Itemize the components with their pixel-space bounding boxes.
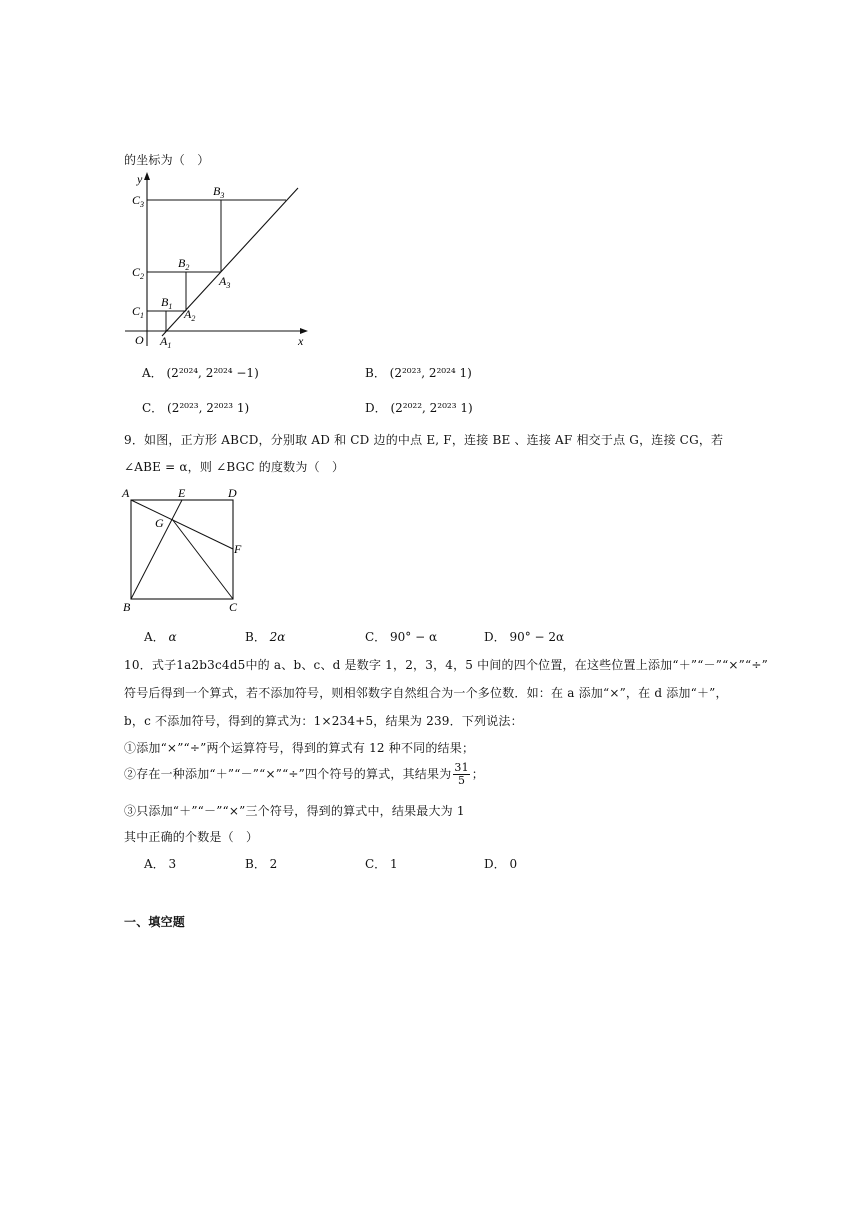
fraction-31-5: $\frac{31}{5}$ [454,761,469,787]
q9-line-2: ∠ABE = α，则 ∠BGC 的度数为（ ） [124,460,345,474]
label-B1: $B_1$ [161,295,173,311]
label-B3: $B_3$ [213,184,225,200]
label-E: E [178,486,186,500]
label-A2: $A_2$ [184,307,196,323]
q9-option-a[interactable]: A． α [144,630,177,644]
q10-line-1: 10．式子1a2b3c4d5中的 a、b、c、d 是数字 1，2，3，4，5 中间的四个位置，在这些位置上添加“＋”“－”“×”“÷” [124,658,768,672]
q10-line-2: 符号后得到一个算式，若不添加符号，则相邻数字自然组合为一个多位数．如：在 a 添加“×”，在 d 添加“＋”， [124,686,728,700]
label-C: C [229,600,238,614]
q10-option-b[interactable]: B． 2 [245,857,278,871]
label-C1: $C_1$ [132,304,145,320]
label-B: B [123,600,131,614]
q10-option-c[interactable]: C． 1 [365,857,398,871]
q8-coordinate-figure [120,168,320,353]
label-y: y [137,172,143,186]
q9-option-b[interactable]: B． 2α [245,630,286,644]
label-O: O [135,333,144,347]
q8-option-d[interactable]: D． (2²⁰²², 2²⁰²³ 1) [365,401,473,415]
q8-option-a[interactable]: A． (2²⁰²⁴, 2²⁰²⁴ −1) [142,366,259,380]
q8-option-b[interactable]: B． (2²⁰²³, 2²⁰²⁴ 1) [365,366,472,380]
label-A: A [122,486,130,500]
q10-line-3: b，c 不添加符号，得到的算式为：1×234+5，结果为 239．下列说法： [124,714,523,728]
q8-option-c[interactable]: C． (2²⁰²³, 2²⁰²³ 1) [142,401,250,415]
label-G: G [155,516,164,530]
q10-option-a[interactable]: A． 3 [144,857,177,871]
label-D: D [228,486,237,500]
label-A3: $A_3$ [219,274,231,290]
label-A1: $A_1$ [160,334,172,350]
q10-statement-3: ③只添加“＋”“－”“×”三个符号，得到的算式中，结果最大为 1 [124,804,465,818]
label-C2: $C_2$ [132,265,145,281]
q10-question: 其中正确的个数是（ ） [124,830,259,844]
q10-option-d[interactable]: D． 0 [484,857,518,871]
q8-stem-tail: 的坐标为（ ） [124,153,210,167]
q9-square-figure [118,484,258,614]
section-heading-fill-in: 一、填空题 [124,915,186,929]
label-C3: $C_3$ [132,193,145,209]
q10-statement-2: ②存在一种添加“＋”“－”“×”“÷”四个符号的算式，其结果为 $\frac{31}{5}$ ； [124,761,484,787]
q9-option-c[interactable]: C． 90° − α [365,630,438,644]
label-B2: $B_2$ [178,256,190,272]
label-F: F [234,542,242,556]
q10-statement-1: ①添加“×”“÷”两个运算符号，得到的算式有 12 种不同的结果； [124,741,475,755]
q9-line-1: 9．如图，正方形 ABCD，分别取 AD 和 CD 边的中点 E, F，连接 BE 、连接 AF 相交于点 G，连接 CG，若 [124,433,724,447]
label-x: x [298,334,304,348]
q9-option-d[interactable]: D． 90° − 2α [484,630,565,644]
